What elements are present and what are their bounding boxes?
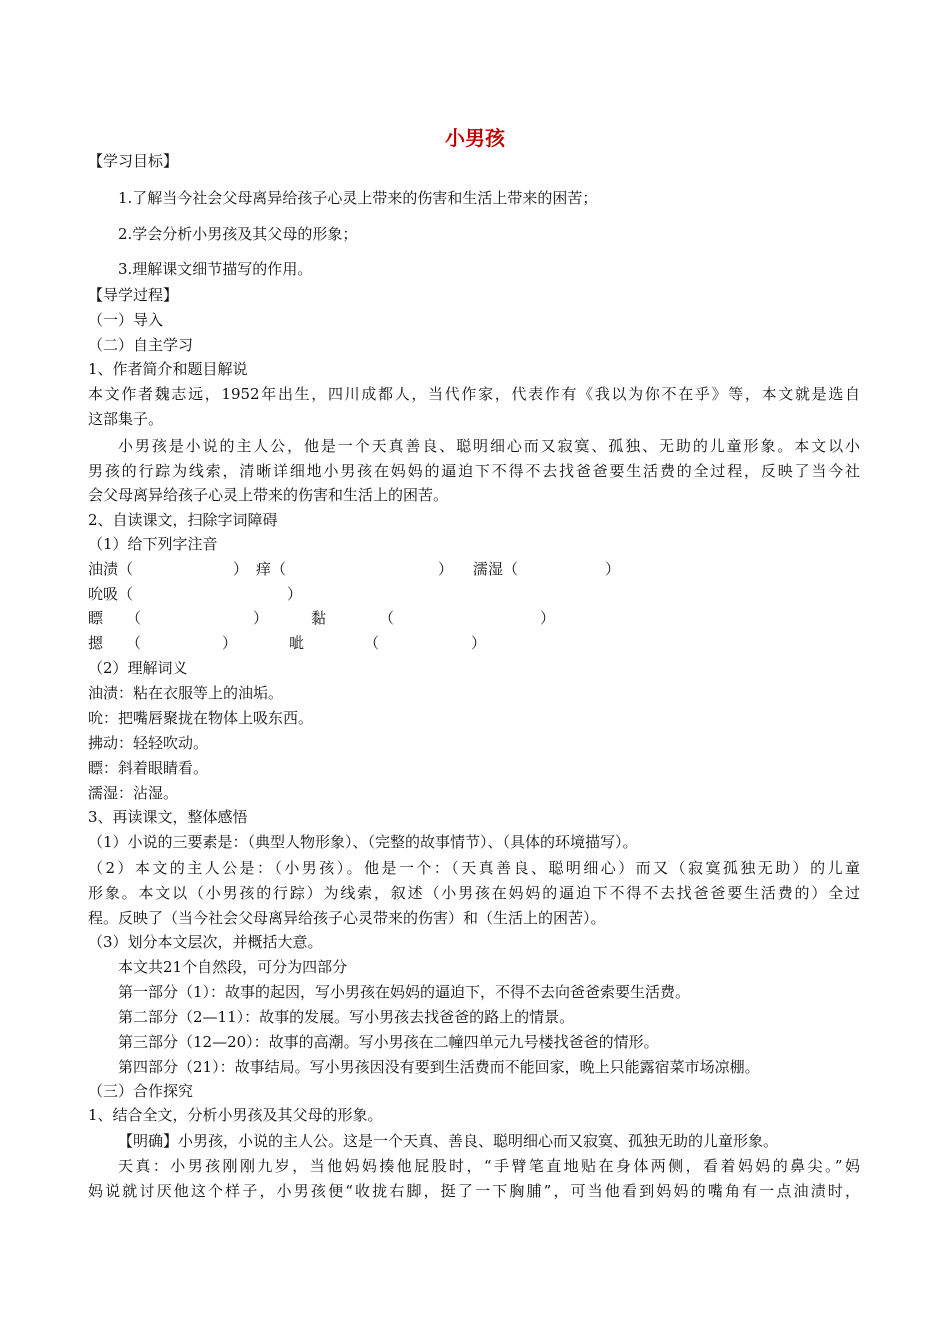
blank-close: ） (438, 560, 454, 578)
structure-intro: 本文共21个自然段，可分为四部分 (118, 958, 348, 976)
goal-3: 3.理解课文细节描写的作用。 (118, 260, 313, 278)
summary-line-3: 会父母离异给孩子心灵上带来的伤害和生活上的困苦。 (88, 486, 449, 504)
answer-line-2: 妈说就讨厌他这个样子，小男孩便“收拢右脚，挺了一下胸脯”，可当他看到妈妈的嘴角有一点油渍时， (88, 1182, 860, 1200)
blank-label: 摁 (88, 634, 104, 652)
question-3: （3）划分本文层次，并概括大意。 (88, 933, 323, 951)
blank-close: ） (233, 560, 249, 578)
structure-part-3: 第三部分（12—20）：故事的高潮。写小男孩在二幢四单元九号楼找爸爸的情形。 (118, 1033, 659, 1051)
blank-close: ） (540, 609, 556, 627)
answer-intro: 【明确】小男孩，小说的主人公。这是一个天真、善良、聪明细心而又寂寞、孤独无助的儿童形象。 (118, 1132, 779, 1150)
page-title: 小男孩 (445, 126, 505, 150)
blank-open: （ (364, 634, 380, 652)
blank-label: 吮吸（ (88, 585, 134, 603)
structure-part-1: 第一部分（1）：故事的起因，写小男孩在妈妈的逼迫下，不得不去向爸爸索要生活费。 (118, 983, 691, 1001)
intro-line-1: 本文作者魏志远，1952年出生，四川成都人，当代作家，代表作有《我以为你不在乎》等，本文就是选自 (88, 385, 860, 403)
question-2-line-3: 程。反映了（当今社会父母离异给孩子心灵带来的伤害）和（生活上的困苦）。 (88, 909, 606, 927)
blank-label: 呲 (289, 634, 305, 652)
blank-label: 瞟 (88, 609, 104, 627)
blank-label: 黏 (311, 609, 327, 627)
section-1-heading: 1、作者简介和题目解说 (88, 360, 248, 378)
question-1: （1）小说的三要素是：（典型人物形象）、（完整的故事情节）、（具体的环境描写）。 (88, 833, 638, 851)
summary-line-1: 小男孩是小说的主人公，他是一个天真善良、聪明细心而又寂寞、孤独、无助的儿童形象。本文以小 (118, 437, 860, 455)
word-def-3: 拂动：轻轻吹动。 (88, 734, 209, 752)
section-2-heading: 2、自读课文，扫除字词障碍 (88, 511, 278, 529)
sub-1-heading: （1）给下列字注音 (88, 535, 218, 553)
summary-line-2: 男孩的行踪为线索，清晰详细地小男孩在妈妈的逼迫下不得不去找爸爸要生活费的全过程，反映了当今社 (88, 462, 860, 480)
part-1-heading: （一）导入 (88, 311, 164, 329)
goal-1: 1.了解当今社会父母离异给孩子心灵上带来的伤害和生活上带来的困苦； (118, 189, 598, 207)
blank-close: ） (605, 560, 621, 578)
blank-label: 痒（ (256, 560, 287, 578)
word-def-1: 油渍：粘在衣服等上的油垢。 (88, 684, 284, 702)
blank-label: 油渍（ (88, 560, 134, 578)
blank-close: ） (287, 585, 303, 603)
question-2-line-2: 形象。本文以（小男孩的行踪）为线索，叙述（小男孩在妈妈的逼迫下不得不去找爸爸要生活费的）全过 (88, 884, 860, 902)
blank-open: （ (379, 609, 395, 627)
blank-label: 濡湿（ (473, 560, 519, 578)
blank-open: （ (126, 609, 142, 627)
sub-2-heading: （2）理解词义 (88, 659, 188, 677)
word-def-5: 濡湿：沾湿。 (88, 784, 179, 802)
part-3-heading: （三）合作探究 (88, 1082, 194, 1100)
word-def-4: 瞟：斜着眼睛看。 (88, 759, 209, 777)
blank-open: （ (126, 634, 142, 652)
blank-close: ） (471, 634, 487, 652)
part-2-heading: （二）自主学习 (88, 336, 194, 354)
section-3-heading: 3、再读课文，整体感悟 (88, 808, 248, 826)
structure-part-4: 第四部分（21）：故事结局。写小男孩因没有要到生活费而不能回家，晚上只能露宿菜市场凉棚。 (118, 1058, 760, 1076)
cooperative-task: 1、结合全文，分析小男孩及其父母的形象。 (88, 1106, 383, 1124)
goal-2: 2.学会分析小男孩及其父母的形象； (118, 225, 358, 243)
blank-close: ） (222, 634, 238, 652)
structure-part-2: 第二部分（2—11）：故事的发展。写小男孩去找爸爸的路上的情景。 (118, 1008, 575, 1026)
question-2-line-1: （2）本文的主人公是：（小男孩）。他是一个：（天真善良、聪明细心）而又（寂寞孤独无助）的儿童 (88, 859, 860, 877)
goals-heading: 【学习目标】 (88, 152, 179, 170)
intro-line-2: 这部集子。 (88, 410, 164, 428)
process-heading: 【导学过程】 (88, 286, 179, 304)
word-def-2: 吮：把嘴唇聚拢在物体上吸东西。 (88, 709, 314, 727)
blank-close: ） (253, 609, 269, 627)
answer-line-1: 天真：小男孩刚刚九岁，当他妈妈揍他屁股时，“手臂笔直地贴在身体两侧，看着妈妈的鼻尖。”妈 (118, 1157, 860, 1175)
